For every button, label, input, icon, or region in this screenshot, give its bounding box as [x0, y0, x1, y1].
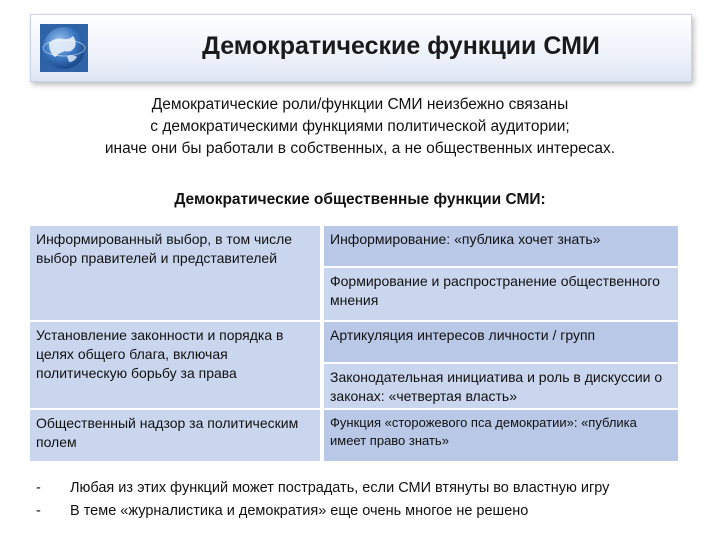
functions-table [30, 226, 678, 461]
table-cell-left: Установление законности и порядка в целях общего блага, включая политическую борьбу за права [30, 322, 320, 408]
table-cell-right: Законодательная инициатива и роль в дискуссии о законах: «четвертая власть» [324, 364, 678, 408]
intro-line: Демократические роли/функции СМИ неизбежно связаны [151, 96, 569, 113]
list-item [36, 500, 609, 523]
bullet-dash: - [36, 480, 41, 496]
note-text: Любая из этих функций может пострадать, если СМИ втянуты во властную игру [70, 480, 610, 496]
globe-icon [39, 23, 89, 73]
table-cell-left: Информированный выбор, в том числе выбор правителей и представителей [30, 226, 320, 320]
list-item [36, 477, 609, 500]
bullet-dash: - [36, 503, 41, 519]
table-cell-right: Артикуляция интересов личности / групп [324, 322, 678, 362]
intro-paragraph [40, 94, 680, 160]
page-title: Демократические функции СМИ [202, 32, 600, 60]
title-banner [30, 14, 692, 82]
table-cell-right: Формирование и распространение общественного мнения [324, 268, 678, 320]
notes-list [36, 477, 609, 523]
section-heading: Демократические общественные функции СМИ: [174, 191, 546, 208]
intro-line: с демократическими функциями политической аудитории; [150, 118, 570, 135]
note-text: В теме «журналистика и демократия» еще очень многое не решено [70, 503, 529, 519]
intro-line: иначе они бы работали в собственных, а не общественных интересах. [104, 140, 616, 157]
table-cell-right: Функция «сторожевого пса демократии»: «публика имеет право знать» [324, 410, 678, 461]
table-cell-left: Общественный надзор за политическим полем [30, 410, 320, 461]
table-cell-right: Информирование: «публика хочет знать» [324, 226, 678, 266]
